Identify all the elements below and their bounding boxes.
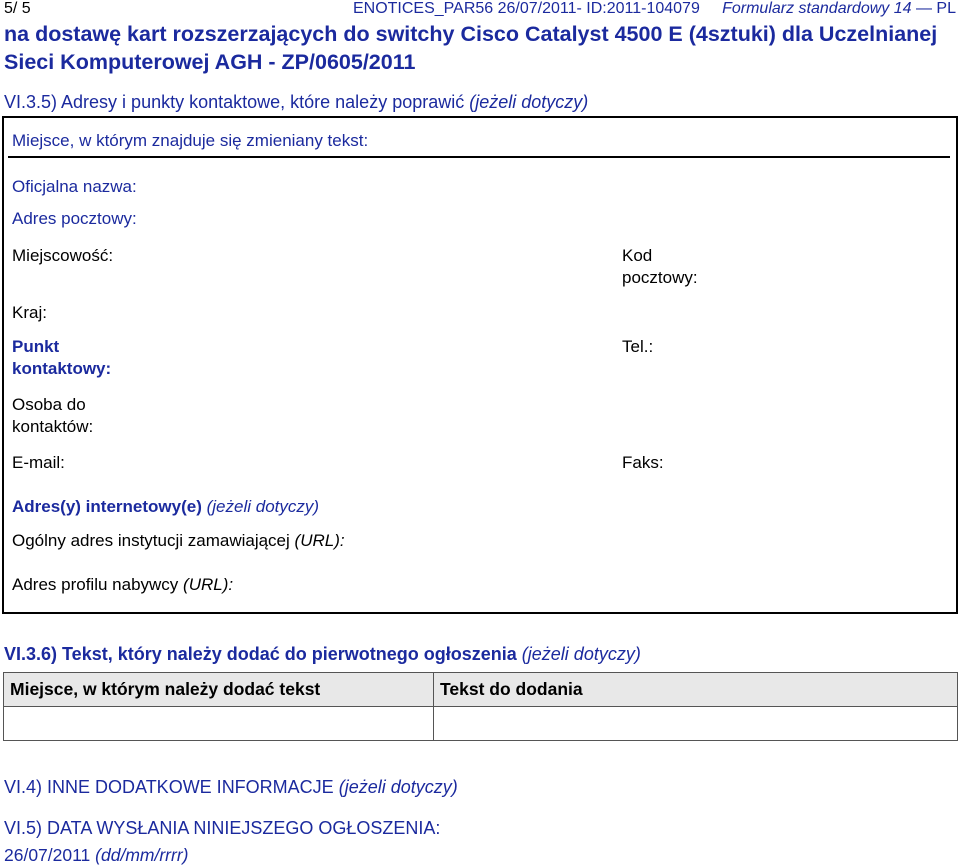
section-6-3-6-note: (jeżeli dotyczy) bbox=[521, 644, 641, 664]
send-date-format: (dd/mm/rrrr) bbox=[95, 845, 189, 865]
page-number: 5/ 5 bbox=[4, 0, 31, 17]
section-6-3-5-note: (jeżeli dotyczy) bbox=[469, 92, 589, 112]
table-row bbox=[4, 707, 958, 741]
location-label: Miejsce, w którym znajduje się zmieniany tekst: bbox=[12, 131, 369, 150]
country-label: Kraj: bbox=[12, 303, 47, 322]
postal-code-label: Kod pocztowy: bbox=[622, 246, 698, 287]
general-address-label: Ogólny adres instytucji zamawiającej (URL): bbox=[12, 531, 345, 550]
internet-addresses-heading bbox=[12, 496, 319, 518]
city-label: Miejscowość: bbox=[12, 246, 114, 265]
section-title-6-5: VI.5) DATA WYSŁANIA NINIEJSZEGO OGŁOSZENIA: bbox=[4, 818, 441, 838]
send-date-value: 26/07/2011 bbox=[4, 845, 91, 865]
text-cell bbox=[434, 707, 958, 741]
section-title-6-3-5 bbox=[4, 92, 588, 113]
notice-meta bbox=[353, 0, 956, 18]
section-6-4-heading: VI.4) INNE DODATKOWE INFORMACJE bbox=[4, 777, 334, 797]
section-6-3-6-heading: VI.3.6) Tekst, który należy dodać do pierwotnego ogłoszenia bbox=[4, 644, 517, 664]
section-6-4-note: (jeżeli dotyczy) bbox=[338, 777, 458, 797]
official-name-label: Oficjalna nazwa: bbox=[12, 177, 137, 196]
place-cell bbox=[4, 707, 434, 741]
col-text-header: Tekst do dodania bbox=[434, 673, 958, 707]
contact-person-label: Osoba do kontaktów: bbox=[12, 395, 94, 436]
notice-id: ENOTICES_PAR56 26/07/2011- ID:2011-104079 bbox=[352, 0, 700, 17]
buyer-profile-label: Adres profilu nabywcy (URL): bbox=[12, 575, 234, 594]
document-title: na dostawę kart rozszerzających do switchy Cisco Catalyst 4500 E (4sztuki) dla Uczelnianej Sieci Komputerowej AGH - ZP/0605/2011 bbox=[4, 22, 938, 74]
location-rule bbox=[8, 156, 950, 158]
form-name: Formularz standardowy 14 bbox=[722, 0, 912, 17]
section-title-6-3-6 bbox=[4, 644, 641, 665]
internet-title: Adres(y) internetowy(e) bbox=[12, 497, 202, 516]
contact-point-label: Punkt kontaktowy: bbox=[12, 337, 112, 378]
email-label: E-mail: bbox=[12, 453, 65, 472]
language-code: PL bbox=[936, 0, 956, 17]
section-title-6-4 bbox=[4, 777, 458, 798]
page-header bbox=[0, 0, 960, 22]
col-place-header: Miejsce, w którym należy dodać tekst bbox=[4, 673, 434, 707]
fax-label: Faks: bbox=[622, 453, 664, 472]
send-date bbox=[4, 845, 188, 866]
section-6-3-5-heading: VI.3.5) Adresy i punkty kontaktowe, które należy poprawić bbox=[4, 92, 465, 112]
tel-label: Tel.: bbox=[622, 337, 654, 356]
header-separator: — bbox=[915, 0, 932, 17]
table-header-row bbox=[4, 673, 958, 707]
postal-address-label: Adres pocztowy: bbox=[12, 209, 137, 228]
add-text-table bbox=[3, 672, 958, 741]
internet-note: (jeżeli dotyczy) bbox=[206, 497, 320, 516]
